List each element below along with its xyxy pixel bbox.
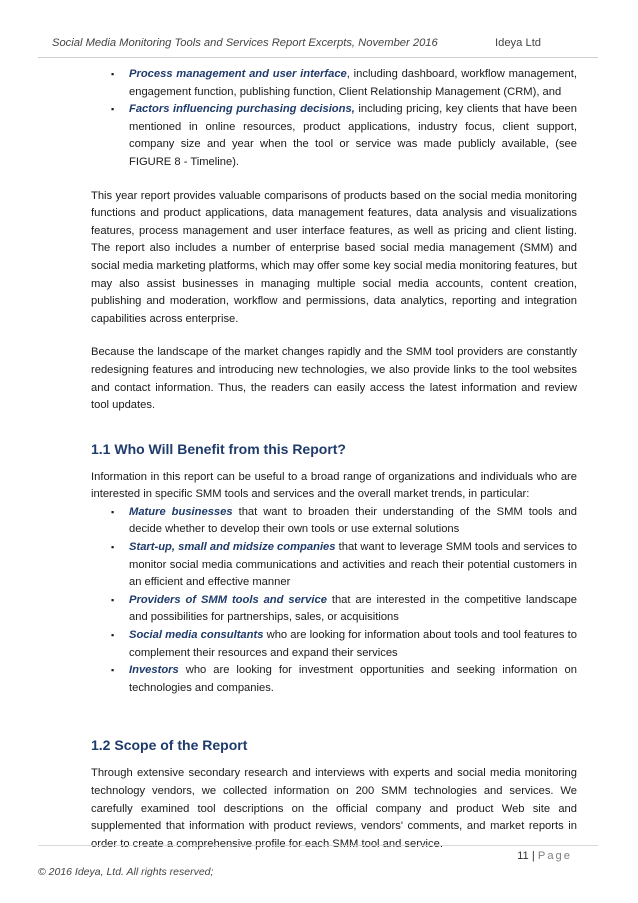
bullet-icon: ▪ (111, 542, 115, 553)
page-number (517, 850, 572, 862)
header-title: Social Media Monitoring Tools and Services Report Excerpts, November 2016 (52, 37, 438, 49)
header-divider (38, 57, 598, 58)
page-body (91, 66, 577, 853)
list-item: ▪ Investors who are looking for investment opportunities and seeking information on technologies and companies. (111, 664, 577, 694)
bullet-icon: ▪ (111, 594, 115, 605)
list-item: ▪ Start-up, small and midsize companies that want to leverage SMM tools and services to monitor social media communications and activities and reach their potential customers in an efficient and effective manner (111, 541, 577, 589)
bullet-icon: ▪ (111, 104, 115, 115)
intro-bullet-list (91, 66, 577, 172)
paragraph-comparisons: This year report provides valuable comparisons of products based on the social media monitoring functions and product applications, data management features, data analysis and visualizations features, process management and user interface features, as well as pricing and client listing. The report also includes a number of enterprise based social media management (SMM) and social media marketing platforms, which may offer some key social media monitoring features, but may also assist businesses in managing multiple social media accounts, content creation, publishing and moderation, workflow and permissions, data analytics, reporting and integration capabilities across enterprise. (91, 189, 577, 325)
page-number-separator: | (531, 850, 535, 862)
list-item: ▪ Factors influencing purchasing decisions, including pricing, key clients that have been mentioned in online resources, product applications, industry focus, client support, company size and year when the tool or service was made publicly available, (see FIGURE 8 - Timeline). (111, 103, 577, 168)
copyright-text: © 2016 Ideya, Ltd. All rights reserved; (38, 866, 214, 878)
bullet-icon: ▪ (111, 665, 115, 676)
header-company: Ideya Ltd (495, 37, 542, 49)
bullet-icon: ▪ (111, 506, 115, 517)
footer-divider (38, 845, 598, 846)
bullet-icon: ▪ (111, 69, 115, 79)
section-heading-1-2: 1.2 Scope of the Report (91, 737, 248, 754)
section-heading-1-1: 1.1 Who Will Benefit from this Report? (91, 440, 346, 457)
page-number-value: 11 (517, 850, 529, 862)
page-word: Page (537, 850, 572, 862)
section2-text: Through extensive secondary research and interviews with experts and social media monitoring technology vendors, we collected information on 200 SMM technologies and services. We carefully examined tool descriptions on the official company and product Web site and supplemented that information with product reviews, vendors' comments, and market reports in order to create a comprehensive profile for each SMM tool and service. (91, 767, 577, 850)
list-item: ▪ Mature businesses that want to broaden their understanding of the SMM tools and decide whether to develop their own tools or use external solutions (111, 505, 578, 536)
list-item: ▪ Social media consultants who are looking for information about tools and tool features to complement their resources and expand their services (111, 629, 577, 659)
list-item: ▪ Providers of SMM tools and service that are interested in the competitive landscape and possibilities for partnerships, sales, or acquisitions (111, 593, 577, 624)
list-item: ▪ Process management and user interface, including dashboard, workflow management, engagement function, publishing function, Client Relationship Management (CRM), and (111, 68, 577, 98)
section1-intro: Information in this report can be useful to a broad range of organizations and individuals who are interested in specific SMM tools and services and the overall market trends, in particular: (91, 470, 577, 501)
beneficiaries-list (91, 504, 577, 698)
page-header (38, 37, 600, 55)
bullet-icon: ▪ (111, 630, 115, 641)
paragraph-landscape: Because the landscape of the market changes rapidly and the SMM tool providers are constantly redesigning features and introducing new technologies, we also provide links to the tool websites and contact information. Thus, the readers can easily access the latest information and review tool updates. (91, 346, 577, 412)
